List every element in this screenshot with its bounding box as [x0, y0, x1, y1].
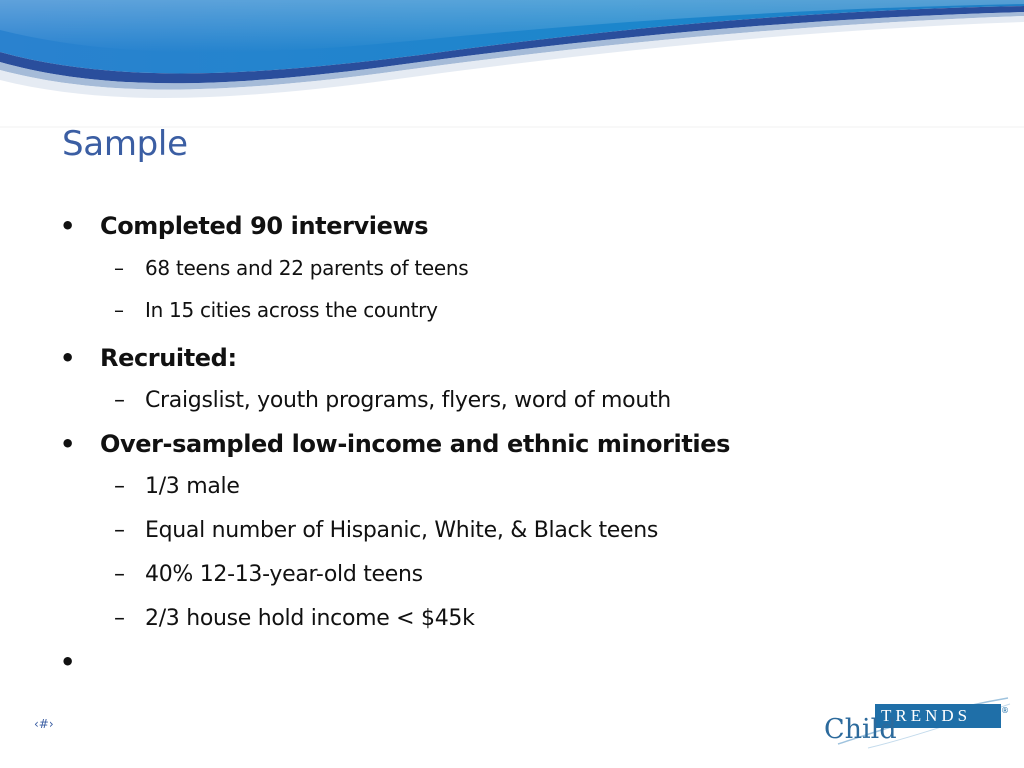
sub-bullet-item [60, 553, 1000, 597]
sub-bullet-text: 40% 12-13-year-old teens [145, 562, 423, 587]
sub-bullet-text: 2/3 house hold income < $45k [145, 606, 475, 631]
bullet-icon: • [60, 430, 75, 458]
dash-icon: – [114, 256, 124, 280]
logo-trends-text: TRENDS [875, 704, 1001, 728]
dash-icon: – [114, 606, 125, 631]
dash-icon: – [114, 298, 124, 322]
bullet-item [60, 423, 1000, 465]
bullet-list [60, 205, 1000, 683]
header-wave-banner [0, 0, 1024, 130]
bullet-icon: • [60, 212, 75, 240]
dash-icon: – [114, 562, 125, 587]
logo-child-text: Child [824, 714, 897, 745]
child-trends-logo [818, 692, 1014, 752]
slide-title: Sample [62, 124, 188, 164]
sub-bullet-item [60, 509, 1000, 553]
dash-icon: – [114, 474, 125, 499]
bullet-text: Recruited: [100, 344, 237, 372]
slide-number: ‹#› [34, 717, 54, 731]
sub-bullet-text: 68 teens and 22 parents of teens [145, 256, 469, 280]
sub-bullet-text: In 15 cities across the country [145, 298, 438, 322]
dash-icon: – [114, 518, 125, 543]
sub-bullet-item [60, 247, 1000, 289]
dash-icon: – [114, 388, 125, 413]
bullet-text: Over-sampled low-income and ethnic minorities [100, 430, 731, 458]
sub-bullet-item [60, 289, 1000, 331]
sub-bullet-item [60, 465, 1000, 509]
sub-bullet-text: Equal number of Hispanic, White, & Black teens [145, 518, 659, 543]
bullet-item-empty [60, 641, 1000, 683]
logo-registered-mark: ® [1001, 706, 1009, 715]
sub-bullet-item [60, 597, 1000, 641]
sub-bullet-item [60, 379, 1000, 423]
bullet-item [60, 205, 1000, 247]
sub-bullet-text: 1/3 male [145, 474, 240, 499]
sub-bullet-text: Craigslist, youth programs, flyers, word of mouth [145, 388, 671, 413]
bullet-text: Completed 90 interviews [100, 212, 429, 240]
bullet-icon: • [60, 344, 75, 372]
bullet-item [60, 337, 1000, 379]
bullet-icon: • [60, 648, 75, 676]
